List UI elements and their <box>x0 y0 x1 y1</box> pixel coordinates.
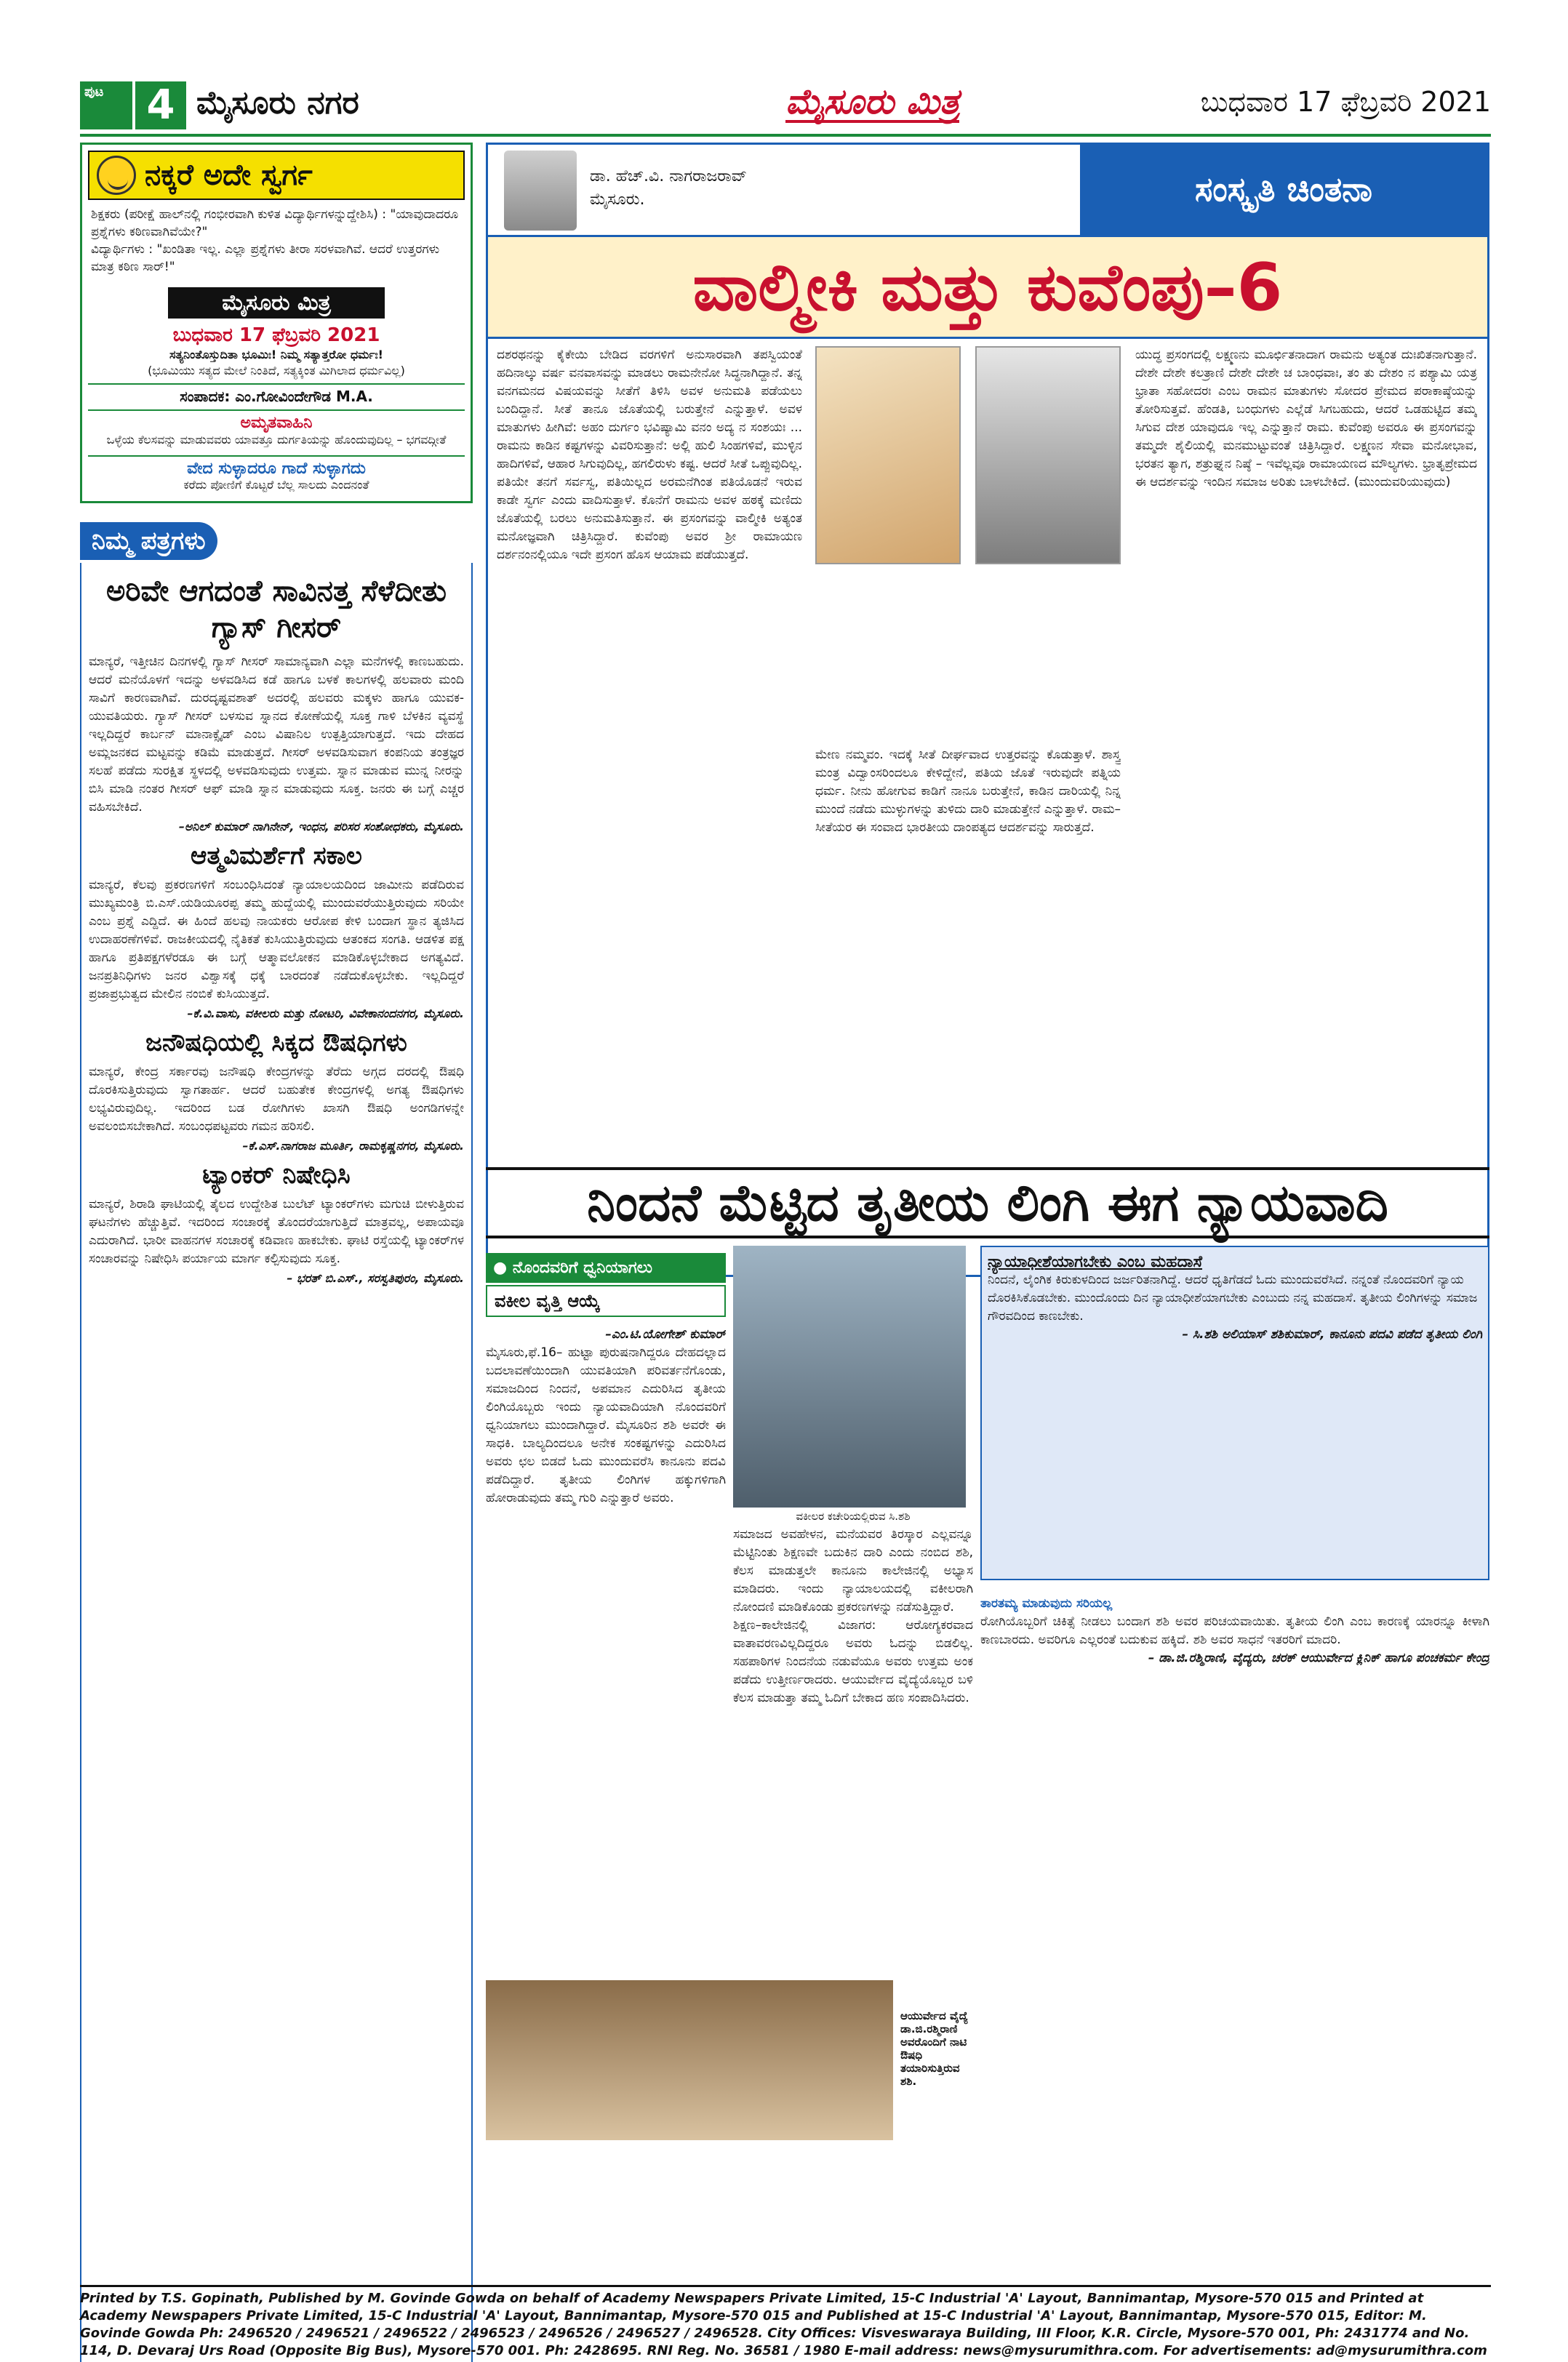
paper-tag: ಮೈಸೂರು ಮಿತ್ರ <box>168 287 385 319</box>
author-place: ಮೈಸೂರು. <box>590 191 645 209</box>
story-text: ಸಮಾಜದ ಅವಹೇಳನ, ಮನೆಯವರ ತಿರಸ್ಕಾರ ಎಲ್ಲವನ್ನೂ ಮೆಟ್ಟಿನಿಂತು ಶಿಕ್ಷಣವೇ ಬದುಕಿನ ದಾರಿ ಎಂದು ನಂಬಿದ ಶಶಿ, ಕೆಲಸ ಮಾಡುತ್ತಲೇ ಕಾನೂನು ಕಾಲೇಜಿನಲ್ಲಿ ಅಭ್ಯಾಸ ಮಾಡಿದರು. ಇಂದು ನ್ಯಾಯಾಲಯದಲ್ಲಿ ವಕೀಲರಾಗಿ ನೋಂದಣಿ ಮಾಡಿಕೊಂಡು ಪ್ರಕರಣಗಳನ್ನು ನಡೆಸುತ್ತಿದ್ದಾರೆ. <box>733 1527 973 1614</box>
page-label-box <box>80 81 132 129</box>
article-column: ಮೇಣ ನಮ್ಮವಂ. ಇದಕ್ಕೆ ಸೀತೆ ದೀರ್ಘವಾದ ಉತ್ತರವನ್ನು ಕೊಡುತ್ತಾಳೆ. ಶಾಸ್ತ್ರ ಮಂತ್ರ ವಿದ್ವಾಂಸರಿಂದಲೂ ಕೇಳಿದ್ದೇನೆ, ಪತಿಯ ಜೊತೆ ಇರುವುದೇ ಪತ್ನಿಯ ಧರ್ಮ. ನೀನು ಹೋಗುವ ಕಾಡಿಗೆ ನಾನೂ ಬರುತ್ತೇನೆ, ಕಾಡಿನ ದಾರಿಯಲ್ಲಿ ನಿನ್ನ ಮುಂದೆ ನಡೆದು ಮುಳ್ಳುಗಳನ್ನು ತುಳಿದು ದಾರಿ ಮಾಡುತ್ತೇನೆ ಎನ್ನುತ್ತಾಳೆ. ರಾಮ–ಸೀತೆಯರ ಈ ಸಂವಾದ ಭಾರತೀಯ ದಾಂಪತ್ಯದ ಆದರ್ಶವನ್ನು ಸಾರುತ್ತದೆ. <box>815 748 1121 835</box>
kuvempu-portrait <box>975 346 1121 564</box>
letters-section <box>80 563 473 2362</box>
letters-header <box>80 519 473 563</box>
quote-panel-signature: – ಸಿ.ಶಶಿ ಅಲಿಯಾಸ್ ಶಶಿಕುಮಾರ್, ಕಾನೂನು ಪದವಿ ಪಡೆದ ತೃತೀಯ ಲಿಂಗಿ <box>1182 1327 1482 1342</box>
page-number: 4 <box>135 81 186 129</box>
left-column <box>80 143 473 2362</box>
article-header <box>486 143 1489 237</box>
editor-line: ಸಂಪಾದಕ: ಎಂ.ಗೋವಿಂದೇಗೌಡ M.A. <box>88 383 465 405</box>
masthead-rule <box>80 134 1491 137</box>
quote-title: ಅಮೃತವಾಹಿನಿ <box>240 414 313 432</box>
letter-title: ಆತ್ಮವಿಮರ್ಶೆಗೆ ಸಕಾಲ <box>191 841 362 870</box>
story-transgender-lawyer <box>486 1167 1489 2184</box>
author-photo <box>504 151 577 231</box>
letter-title: ಅರಿವೇ ಆಗದಂತೆ ಸಾವಿನತ್ತ ಸೆಳೆದೀತು ಗ್ಯಾಸ್ ಗೀಸರ್ <box>106 575 447 644</box>
byline: –ಎಂ.ಟಿ.ಯೋಗೇಶ್ ಕುಮಾರ್ <box>605 1327 726 1342</box>
story-subhead: ತಾರತಮ್ಯ ಮಾಡುವುದು ಸರಿಯಲ್ಲ <box>980 1596 1113 1611</box>
letter-signature: –ಕೆ.ವಿ.ವಾಸು, ವಕೀಲರು ಮತ್ತು ನೋಟರಿ, ವಿವೇಕಾನಂದನಗರ, ಮೈಸೂರು. <box>187 1006 464 1020</box>
article-column: ದಶರಥನನ್ನು ಕೈಕೇಯಿ ಬೇಡಿದ ವರಗಳಿಗೆ ಅನುಸಾರವಾಗಿ ತಪಸ್ವಿಯಂತೆ ಹದಿನಾಲ್ಕು ವರ್ಷ ವನವಾಸವನ್ನು ಮಾಡಲು ರಾಮನೇನೋ ಸಿದ್ಧನಾಗಿದ್ದಾನೆ. ತನ್ನ ವನಗಮನದ ವಿಷಯವನ್ನು ಸೀತೆಗೆ ತಿಳಿಸಿ ಅವಳ ಅನುಮತಿ ಪಡೆಯಲು ಬಂದಿದ್ದಾನೆ. ಸೀತೆ ತಾನೂ ಜೊತೆಯಲ್ಲಿ ಬರುತ್ತೇನೆ ಎನ್ನುತ್ತಾಳೆ. ಅವಳ ಮಾತುಗಳು ಹೀಗಿವೆ: ಅಹಂ ದುರ್ಗಂ ಭವಿಷ್ಯಾಮಿ ವನಂ ಅದ್ಯ ನ ಸಂಶಯಃ ... ರಾಮನು ಕಾಡಿನ ಕಷ್ಟಗಳನ್ನು ವಿವರಿಸುತ್ತಾನೆ: ಅಲ್ಲಿ ಹುಲಿ ಸಿಂಹಗಳಿವೆ, ಮುಳ್ಳಿನ ಹಾದಿಗಳಿವೆ, ಆಹಾರ ಸಿಗುವುದಿಲ್ಲ, ಹಗಲಿರುಳು ಕಷ್ಟ. ಆದರೆ ಸೀತೆ ಒಪ್ಪುವುದಿಲ್ಲ. ಪತಿಯೇ ತನಗೆ ಸರ್ವಸ್ವ, ಪತಿಯಿಲ್ಲದ ಅರಮನೆಗಿಂತ ಪತಿಯೊಡನೆ ಇರುವ ಕಾಡೇ ಸ್ವರ್ಗ ಎಂದು ವಾದಿಸುತ್ತಾಳೆ. ಕೊನೆಗೆ ರಾಮನು ಅವಳ ಹಠಕ್ಕೆ ಮಣಿದು ಜೊತೆಯಲ್ಲಿ ಬರಲು ಅನುಮತಿಸುತ್ತಾನೆ. ಈ ಪ್ರಸಂಗವನ್ನು ವಾಲ್ಮೀಕಿ ಅತ್ಯಂತ ಮನೋಜ್ಞವಾಗಿ ಚಿತ್ರಿಸಿದ್ದಾರೆ. ಕುವೆಂಪು ಅವರ ಶ್ರೀ ರಾಮಾಯಣ ದರ್ಶನಂನಲ್ಲಿಯೂ ಇದೇ ಪ್ರಸಂಗ ಹೊಸ ಆಯಾಮ ಪಡೆಯುತ್ತದೆ. <box>497 348 802 562</box>
author-block <box>590 165 747 212</box>
proverb-text: ಕರೆದು ಪೋಣಿಗೆ ಕೊಟ್ಟರೆ ಬೆಲ್ಲ ಸಾಲದು ಎಂದನಂತೆ <box>183 478 369 492</box>
proverb-title: ವೇದ ಸುಳ್ಳಾದರೂ ಗಾದೆ ಸುಳ್ಳಾಗದು <box>187 460 366 478</box>
lawyer-photo <box>733 1246 966 1508</box>
letter-signature: –ಕೆ.ಎಸ್.ನಾಗರಾಜ ಮೂರ್ತಿ, ರಾಮಕೃಷ್ಣನಗರ, ಮೈಸೂರು. <box>242 1139 464 1153</box>
story-body <box>486 1238 1489 2184</box>
story-column <box>980 1595 1489 2177</box>
paper-logo <box>785 81 959 123</box>
quote-text: ಒಳ್ಳೆಯ ಕೆಲಸವನ್ನು ಮಾಡುವವರು ಯಾವತ್ತೂ ದುರ್ಗತಿಯನ್ನು ಹೊಂದುವುದಿಲ್ಲ – ಭಗವದ್ಗೀತೆ <box>106 433 447 447</box>
photo-caption: ಆಯುರ್ವೇದ ವೈದ್ಯೆ ಡಾ.ಜಿ.ರಶ್ಮಿರಾಣಿ ಅವರೊಂದಿಗೆ ನಾಟಿ ಔಷಧಿ ತಯಾರಿಸುತ್ತಿರುವ ಶಶಿ. <box>900 2009 969 2088</box>
letters-section-label: ನಿಮ್ಮ ಪತ್ರಗಳು <box>80 522 217 560</box>
letter-body: ಮಾನ್ಯರೆ, ಇತ್ತೀಚಿನ ದಿನಗಳಲ್ಲಿ ಗ್ಯಾಸ್ ಗೀಸರ್ ಸಾಮಾನ್ಯವಾಗಿ ಎಲ್ಲಾ ಮನೆಗಳಲ್ಲಿ ಕಾಣಬಹುದು. ಆದರೆ ಮನೆಯೊಳಗೆ ಇದನ್ನು ಅಳವಡಿಸಿದ ಕಡೆ ಹಾಗೂ ಬಳಕೆ ಕಾಲಗಳಲ್ಲಿ ಹಲವಾರು ಮಂದಿ ಸಾವಿಗೆ ಕಾರಣವಾಗಿವೆ. ದುರದೃಷ್ಟವಶಾತ್ ಅದರಲ್ಲಿ ಹಲವರು ಮಕ್ಕಳು ಹಾಗೂ ಯುವಕ-ಯುವತಿಯರು. ಗ್ಯಾಸ್ ಗೀಸರ್ ಬಳಸುವ ಸ್ನಾನದ ಕೋಣೆಯಲ್ಲಿ ಸೂಕ್ತ ಗಾಳಿ ಬೆಳಕಿನ ವ್ಯವಸ್ಥೆ ಇಲ್ಲದಿದ್ದರೆ ಕಾರ್ಬನ್ ಮಾನಾಕ್ಸೈಡ್ ಎಂಬ ವಿಷಾನಿಲ ಉತ್ಪತ್ತಿಯಾಗುತ್ತದೆ. ಇದು ದೇಹದ ಅಮ್ಲಜನಕದ ಮಟ್ಟವನ್ನು ಕಡಿಮೆ ಮಾಡುತ್ತದೆ. ಗೀಸರ್ ಅಳವಡಿಸುವಾಗ ಕಂಪನಿಯ ತಂತ್ರಜ್ಞರ ಸಲಹೆ ಪಡೆದು ಸುರಕ್ಷಿತ ಸ್ಥಳದಲ್ಲಿ ಅಳವಡಿಸುವುದು ಉತ್ತಮ. ಸ್ನಾನ ಮಾಡುವ ಮುನ್ನ ನೀರನ್ನು ಬಿಸಿ ಮಾಡಿ ನಂತರ ಗೀಸರ್ ಆಫ್ ಮಾಡಿ ಸ್ನಾನ ಮಾಡುವುದು ಸೂಕ್ತ. ಜನರು ಈ ಬಗ್ಗೆ ಎಚ್ಚರ ವಹಿಸಬೇಕಿದೆ. <box>89 654 464 814</box>
column-name: ಸಂಸ್ಕೃತಿ ಚಿಂತನಾ <box>1080 145 1487 235</box>
motto-translation: (ಭೂಮಿಯು ಸತ್ಯದ ಮೇಲೆ ನಿಂತಿದೆ, ಸತ್ಯಕ್ಕಿಂತ ಮಿಗಿಲಾದ ಧರ್ಮವಿಲ್ಲ) <box>148 364 405 377</box>
letter-body: ಮಾನ್ಯರೆ, ಶಿರಾಡಿ ಘಾಟಿಯಲ್ಲಿ ತೈಲದ ಉದ್ದೇಶಿತ ಬುಲೆಟ್ ಟ್ಯಾಂಕರ್‌ಗಳು ಮಗುಚಿ ಬೀಳುತ್ತಿರುವ ಘಟನೆಗಳು ಹೆಚ್ಚುತ್ತಿವೆ. ಇದರಿಂದ ಸಂಚಾರಕ್ಕೆ ತೊಂದರೆಯಾಗುತ್ತಿದೆ ಮಾತ್ರವಲ್ಲ, ಅಪಾಯವೂ ಎದುರಾಗಿದೆ. ಭಾರೀ ವಾಹನಗಳ ಸಂಚಾರಕ್ಕೆ ಕಡಿವಾಣ ಹಾಕಬೇಕು. ಘಾಟಿ ರಸ್ತೆಯಲ್ಲಿ ಟ್ಯಾಂಕರ್‌ಗಳ ಸಂಚಾರವನ್ನು ನಿಷೇಧಿಸಿ ಪರ್ಯಾಯ ಮಾರ್ಗ ಕಲ್ಪಿಸುವುದು ಸೂಕ್ತ. <box>89 1197 464 1266</box>
letter-title: ಟ್ಯಾಂಕರ್ ನಿಷೇಧಿಸಿ <box>202 1161 351 1190</box>
letter-signature: – ಭರತ್ ಬಿ.ಎಸ್., ಸರಸ್ವತಿಪುರಂ, ಮೈಸೂರು. <box>287 1271 464 1285</box>
main-article <box>486 143 1489 1277</box>
humor-line: ಶಿಕ್ಷಕರು (ಪರೀಕ್ಷೆ ಹಾಲ್‌ನಲ್ಲಿ ಗಂಭೀರವಾಗಿ ಕುಳಿತ ವಿದ್ಯಾರ್ಥಿಗಳನ್ನುದ್ದೇಶಿಸಿ) : "ಯಾವುದಾದರೂ ಪ್ರಶ್ನೆಗಳು ಕಠಿಣವಾಗಿವೆಯೇ?" <box>91 207 459 239</box>
story-signature: – ಡಾ.ಜಿ.ರಶ್ಮಿರಾಣಿ, ವೈದ್ಯರು, ಚರಕ್ ಆಯುರ್ವೇದ ಕ್ಲಿನಿಕ್ ಹಾಗೂ ಪಂಚಕರ್ಮ ಕೇಂದ್ರ <box>1148 1651 1489 1665</box>
humor-box <box>80 143 473 503</box>
letter-body: ಮಾನ್ಯರೆ, ಕೇಂದ್ರ ಸರ್ಕಾರವು ಜನೌಷಧಿ ಕೇಂದ್ರಗಳನ್ನು ತೆರೆದು ಅಗ್ಗದ ದರದಲ್ಲಿ ಔಷಧಿ ದೊರಕಿಸುತ್ತಿರುವುದು ಸ್ವಾಗತಾರ್ಹ. ಆದರೆ ಬಹುತೇಕ ಕೇಂದ್ರಗಳಲ್ಲಿ ಅಗತ್ಯ ಔಷಧಿಗಳು ಲಭ್ಯವಿರುವುದಿಲ್ಲ. ಇದರಿಂದ ಬಡ ರೋಗಿಗಳು ಖಾಸಗಿ ಔಷಧಿ ಅಂಗಡಿಗಳನ್ನೇ ಅವಲಂಬಿಸಬೇಕಾಗಿದೆ. ಸಂಬಂಧಪಟ್ಟವರು ಗಮನ ಹರಿಸಲಿ. <box>89 1065 464 1134</box>
story-subkicker: ವಕೀಲ ವೃತ್ತಿ ಆಯ್ಕೆ <box>486 1285 726 1317</box>
humor-title-bar <box>88 151 465 200</box>
photo-caption: ವಕೀಲರ ಕಚೇರಿಯಲ್ಲಿರುವ ಸಿ.ಶಶಿ <box>796 1510 911 1523</box>
article-column: ಯುದ್ಧ ಪ್ರಸಂಗದಲ್ಲಿ ಲಕ್ಷ್ಮಣನು ಮೂರ್ಛಿತನಾದಾಗ ರಾಮನು ಅತ್ಯಂತ ದುಃಖಿತನಾಗುತ್ತಾನೆ. ದೇಶೇ ದೇಶೇ ಕಲತ್ರಾಣಿ ದೇಶೇ ದೇಶೇ ಚ ಬಾಂಧವಾಃ, ತಂ ತು ದೇಶಂ ನ ಪಶ್ಯಾಮಿ ಯತ್ರ ಭ್ರಾತಾ ಸಹೋದರಃ ಎಂಬ ರಾಮನ ಮಾತುಗಳು ಸೋದರ ಪ್ರೇಮದ ಪರಾಕಾಷ್ಠೆಯನ್ನು ತೋರಿಸುತ್ತವೆ. ಹೆಂಡತಿ, ಬಂಧುಗಳು ಎಲ್ಲೆಡೆ ಸಿಗಬಹುದು, ಆದರೆ ಒಡಹುಟ್ಟಿದ ತಮ್ಮ ಸಿಗುವ ದೇಶ ಯಾವುದೂ ಇಲ್ಲ ಎನ್ನುತ್ತಾನೆ ರಾಮ. ಕುವೆಂಪು ಅವರೂ ಈ ಪ್ರಸಂಗವನ್ನು ತಮ್ಮದೇ ಶೈಲಿಯಲ್ಲಿ ಮನಮುಟ್ಟುವಂತೆ ಚಿತ್ರಿಸಿದ್ದಾರೆ. ಲಕ್ಷ್ಮಣನ ಸೇವಾ ಮನೋಭಾವ, ಭರತನ ತ್ಯಾಗ, ಶತ್ರುಘ್ನನ ನಿಷ್ಠೆ – ಇವೆಲ್ಲವೂ ರಾಮಾಯಣದ ಮೌಲ್ಯಗಳು. ಭ್ರಾತೃಪ್ರೇಮದ ಈ ಆದರ್ಶವನ್ನು ಇಂದಿನ ಸಮಾಜ ಅರಿತು ಬಾಳಬೇಕಿದೆ. (ಮುಂದುವರಿಯುವುದು) <box>1135 348 1477 489</box>
story-text: ರೋಗಿಯೊಬ್ಬರಿಗೆ ಚಿಕಿತ್ಸೆ ನೀಡಲು ಬಂದಾಗ ಶಶಿ ಅವರ ಪರಿಚಯವಾಯಿತು. ತೃತೀಯ ಲಿಂಗಿ ಎಂಬ ಕಾರಣಕ್ಕೆ ಯಾರನ್ನೂ ಕೀಳಾಗಿ ಕಾಣಬಾರದು. ಅವರಿಗೂ ಎಲ್ಲರಂತೆ ಬದುಕುವ ಹಕ್ಕಿದೆ. ಶಶಿ ಅವರ ಸಾಧನೆ ಇತರರಿಗೆ ಮಾದರಿ. <box>980 1614 1489 1647</box>
story-text: ಶಿಕ್ಷಣ–ಕಾಲೇಜಿನಲ್ಲಿ ವಿಜಾಗರ: ಆರೋಗ್ಯಕರವಾದ ವಾತಾವರಣವಿಲ್ಲದಿದ್ದರೂ ಅವರು ಓದನ್ನು ಬಿಡಲಿಲ್ಲ. ಸಹಪಾಠಿಗಳ ನಿಂದನೆಯ ನಡುವೆಯೂ ಅವರು ಉತ್ತಮ ಅಂಕ ಪಡೆದು ಉತ್ತೀರ್ಣರಾದರು. ಆಯುರ್ವೇದ ವೈದ್ಯೆಯೊಬ್ಬರ ಬಳಿ ಕೆಲಸ ಮಾಡುತ್ತಾ ತಮ್ಮ ಓದಿಗೆ ಬೇಕಾದ ಹಣ ಸಂಪಾದಿಸಿದರು. <box>733 1618 973 1705</box>
story-text: ಮೈಸೂರು,ಫೆ.16– ಹುಟ್ಟಾ ಪುರುಷನಾಗಿದ್ದರೂ ದೇಹದಲ್ಲಾದ ಬದಲಾವಣೆಯಿಂದಾಗಿ ಯುವತಿಯಾಗಿ ಪರಿವರ್ತನೆಗೊಂಡು, ಸಮಾಜದಿಂದ ನಿಂದನೆ, ಅಪಮಾನ ಎದುರಿಸಿದ ತೃತೀಯ ಲಿಂಗಿಯೊಬ್ಬರು ಇಂದು ನ್ಯಾಯವಾದಿಯಾಗಿ ನೊಂದವರಿಗೆ ಧ್ವನಿಯಾಗಲು ಮುಂದಾಗಿದ್ದಾರೆ. ಮೈಸೂರಿನ ಶಶಿ ಅವರೇ ಈ ಸಾಧಕಿ. ಬಾಲ್ಯದಿಂದಲೂ ಅನೇಕ ಸಂಕಷ್ಟಗಳನ್ನು ಎದುರಿಸಿದ ಅವರು ಛಲ ಬಿಡದೆ ಓದು ಮುಂದುವರೆಸಿ ಕಾನೂನು ಪದವಿ ಪಡೆದಿದ್ದಾರೆ. ತೃತೀಯ ಲಿಂಗಿಗಳ ಹಕ್ಕುಗಳಿಗಾಗಿ ಹೋರಾಡುವುದು ತಮ್ಮ ಗುರಿ ಎನ್ನುತ್ತಾರೆ ಅವರು. <box>486 1345 726 1505</box>
issue-date: ಬುಧವಾರ 17 ಫೆಬ್ರವರಿ 2021 <box>1200 86 1491 118</box>
quote-panel-title: ನ್ಯಾಯಾಧೀಶೆಯಾಗಬೇಕು ಎಂಬ ಮಹದಾಸೆ <box>988 1253 1203 1271</box>
laughing-face-icon <box>97 156 136 195</box>
page-label: ಪುಟ <box>84 84 104 100</box>
valmiki-portrait <box>815 346 961 564</box>
humor-text <box>88 200 465 281</box>
story-kicker: ● ನೊಂದವರಿಗೆ ಧ್ವನಿಯಾಗಲು <box>486 1253 726 1283</box>
quote-box <box>88 409 465 451</box>
paper-logo-text: ಮೈಸೂರು ಮಿತ್ರ <box>785 81 960 122</box>
masthead <box>80 81 1491 140</box>
paper-date: ಬುಧವಾರ 17 ಫೆಬ್ರವರಿ 2021 <box>172 324 380 346</box>
quote-panel <box>980 1246 1489 1580</box>
author-name: ಡಾ. ಹೆಚ್.ವಿ. ನಾಗರಾಜರಾವ್ <box>590 167 747 185</box>
letter-title: ಜನೌಷಧಿಯಲ್ಲಿ ಸಿಕ್ಕದ ಔಷಧಿಗಳು <box>145 1028 407 1057</box>
quote-panel-text: ನಿಂದನೆ, ಲೈಂಗಿಕ ಕಿರುಕುಳದಿಂದ ಜರ್ಜರಿತನಾಗಿದ್ದೆ. ಆದರೆ ಧೃತಿಗೆಡದೆ ಓದು ಮುಂದುವರೆಸಿದೆ. ನನ್ನಂತೆ ನೊಂದವರಿಗೆ ನ್ಯಾಯ ದೊರಕಿಸಿಕೊಡಬೇಕು. ಮುಂದೊಂದು ದಿನ ನ್ಯಾಯಾಧೀಶೆಯಾಗಬೇಕು ಎಂಬುದು ನನ್ನ ಮಹದಾಸೆ. ತೃತೀಯ ಲಿಂಗಿಗಳನ್ನು ಸಮಾಜ ಗೌರವದಿಂದ ಕಾಣಬೇಕು. <box>988 1273 1478 1324</box>
letter-body: ಮಾನ್ಯರೆ, ಕೆಲವು ಪ್ರಕರಣಗಳಿಗೆ ಸಂಬಂಧಿಸಿದಂತೆ ನ್ಯಾಯಾಲಯದಿಂದ ಜಾಮೀನು ಪಡೆದಿರುವ ಮುಖ್ಯಮಂತ್ರಿ ಬಿ.ಎಸ್.ಯಡಿಯೂರಪ್ಪ ತಮ್ಮ ಹುದ್ದೆಯಲ್ಲಿ ಮುಂದುವರೆಯುತ್ತಿರುವುದು ಸರಿಯೇ ಎಂಬ ಪ್ರಶ್ನೆ ಎದ್ದಿದೆ. ಈ ಹಿಂದೆ ಹಲವು ನಾಯಕರು ಆರೋಪ ಕೇಳಿ ಬಂದಾಗ ಸ್ಥಾನ ತ್ಯಜಿಸಿದ ಉದಾಹರಣೆಗಳಿವೆ. ರಾಜಕೀಯದಲ್ಲಿ ನೈತಿಕತೆ ಕುಸಿಯುತ್ತಿರುವುದು ಆತಂಕದ ಸಂಗತಿ. ಆಡಳಿತ ಪಕ್ಷ ಹಾಗೂ ಪ್ರತಿಪಕ್ಷಗಳೆರಡೂ ಈ ಬಗ್ಗೆ ಆತ್ಮಾವಲೋಕನ ಮಾಡಿಕೊಳ್ಳಬೇಕಾದ ಅಗತ್ಯವಿದೆ. ಜನಪ್ರತಿನಿಧಿಗಳು ಜನರ ವಿಶ್ವಾಸಕ್ಕೆ ಧಕ್ಕೆ ಬಾರದಂತೆ ನಡೆದುಕೊಳ್ಳಬೇಕು. ಇಲ್ಲದಿದ್ದರೆ ಪ್ರಜಾಪ್ರಭುತ್ವದ ಮೇಲಿನ ನಂಬಿಕೆ ಕುಸಿಯುತ್ತದೆ. <box>89 878 464 1001</box>
humor-line: ವಿದ್ಯಾರ್ಥಿಗಳು : "ಖಂಡಿತಾ ಇಲ್ಲ. ಎಲ್ಲಾ ಪ್ರಶ್ನೆಗಳು ತೀರಾ ಸರಳವಾಗಿವೆ. ಆದರೆ ಉತ್ತರಗಳು ಮಾತ್ರ ಕಠಿಣ ಸಾರ್!" <box>91 242 440 274</box>
story-headline: ನಿಂದನೆ ಮೆಟ್ಟಿದ ತೃತೀಯ ಲಿಂಗಿ ಈಗ ನ್ಯಾಯವಾದಿ <box>486 1167 1489 1238</box>
article-headline: ವಾಲ್ಮೀಕಿ ಮತ್ತು ಕುವೆಂಪು–6 <box>486 237 1489 339</box>
proverb-box <box>88 455 465 495</box>
motto: ಸತ್ಯನಿಂತೊಸ್ತುದಿತಾ ಭೂಮಿಃ! ನಿಮ್ಮ ಸತ್ಯಾತ್ತರೋ ಧರ್ಮಃ! <box>169 348 383 361</box>
section-title: ಮೈಸೂರು ನಗರ <box>196 84 359 121</box>
imprint-footer: Printed by T.S. Gopinath, Published by M. Govinde Gowda on behalf of Academy Newspapers Private Limited, 15-C Industrial 'A' Layout, Bannimantap, Mysore-570 015 and Printed at Academy Newspapers Private Limited, 15-C Industrial 'A' Layout, Bannimantap, Mysore-570 015 and Published at 15-C Industrial 'A' Layout, Bannimantap, Mysore-570 015, Editor: M. Govinde Gowda Ph: 2496520 / 2496521 / 2496522 / 2496523 / 2496526 / 2496527 / 2496528. City Offices: Visveswaraya Building, III Floor, K.R. Circle, Mysore-570 001, Ph: 2431774 and No. 114, D. Devaraj Urs Road (Opposite Big Bus), Mysore-570 001. Ph: 2428695. RNI Reg. No. 36581 / 1980 E-mail address: news@mysurumithra.com. For advertisements: ad@mysurumithra.com <box>80 2285 1491 2360</box>
ayurveda-photo <box>486 1980 893 2140</box>
letter-signature: –ಅನಿಲ್ ಕುಮಾರ್ ನಾಗಿನೇನ್, ಇಂಧನ, ಪರಿಸರ ಸಂಶೋಧಕರು, ಮೈಸೂರು. <box>178 820 464 833</box>
humor-title: ನಕ್ಕರೆ ಅದೇ ಸ್ವರ್ಗ <box>145 159 313 192</box>
article-body <box>486 339 1489 1277</box>
